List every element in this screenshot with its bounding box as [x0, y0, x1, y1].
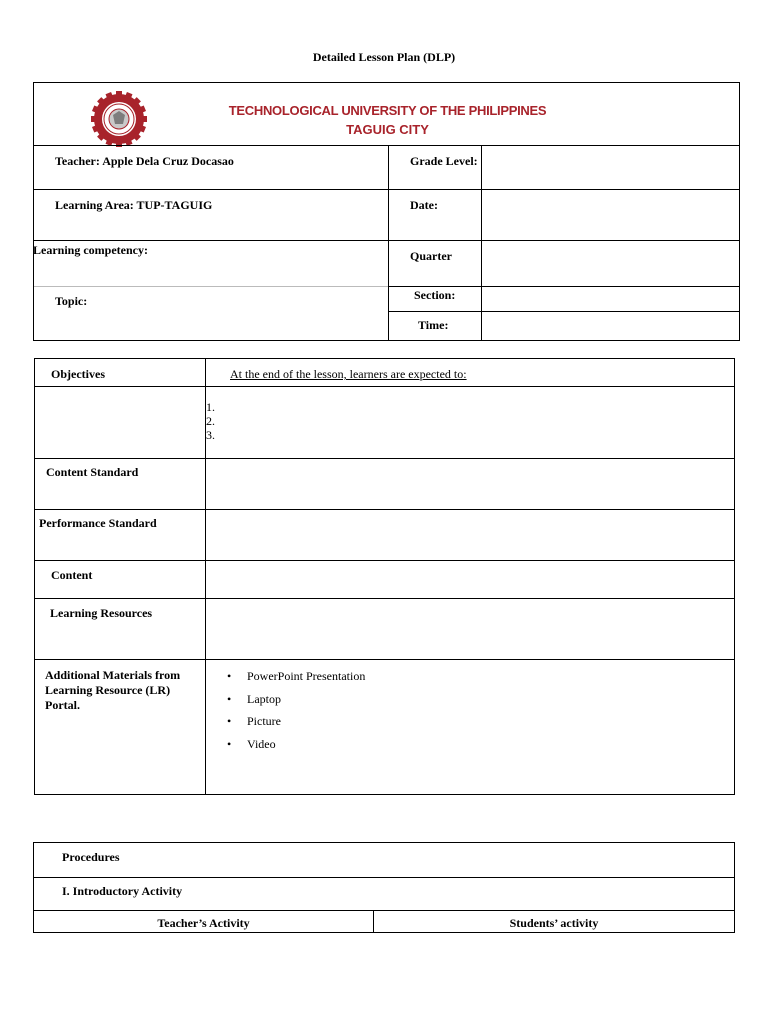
- objective-number-1: 1.: [206, 400, 215, 414]
- introductory-activity-label: I. Introductory Activity: [62, 884, 183, 898]
- performance-standard-label: Performance Standard: [39, 516, 157, 530]
- objective-number-2: 2.: [206, 414, 215, 428]
- material-item: • Video: [227, 737, 365, 760]
- learning-area: Learning Area: TUP-TAGUIG: [55, 198, 213, 212]
- university-seal-logo: [91, 91, 147, 147]
- material-item: • PowerPoint Presentation: [227, 669, 365, 692]
- teacher-name: Teacher: Apple Dela Cruz Docasao: [55, 154, 234, 168]
- students-activity-header: Students’ activity: [509, 916, 599, 930]
- university-name: TECHNOLOGICAL UNIVERSITY OF THE PHILIPPINES: [228, 103, 547, 118]
- objectives-label: Objectives: [51, 367, 105, 381]
- objectives-table: [34, 358, 735, 795]
- section-label: Section:: [414, 288, 456, 302]
- quarter-label: Quarter: [410, 249, 452, 263]
- content-standard-label: Content Standard: [46, 465, 139, 479]
- objectives-intro: At the end of the lesson, learners are expected to:: [230, 367, 467, 381]
- procedures-label: Procedures: [62, 850, 120, 864]
- document-title: Detailed Lesson Plan (DLP): [312, 50, 456, 64]
- materials-list: [227, 669, 365, 759]
- material-item: • Laptop: [227, 692, 365, 715]
- learning-resources-label: Learning Resources: [50, 606, 153, 620]
- objective-number-3: 3.: [206, 428, 215, 442]
- teacher-activity-header: Teacher’s Activity: [157, 916, 250, 930]
- university-city: TAGUIG CITY: [346, 122, 429, 137]
- additional-materials-label: Additional Materials from Learning Resource (LR) Portal.: [45, 668, 181, 712]
- time-label: Time:: [418, 318, 449, 332]
- learning-competency-label: Learning competency:: [33, 243, 148, 257]
- date-label: Date:: [410, 198, 438, 212]
- header-table: [33, 82, 740, 341]
- grade-level-label: Grade Level:: [410, 154, 478, 168]
- topic-label: Topic:: [55, 294, 88, 308]
- procedures-table: [33, 842, 735, 933]
- material-item: • Picture: [227, 714, 365, 737]
- content-label: Content: [51, 568, 93, 582]
